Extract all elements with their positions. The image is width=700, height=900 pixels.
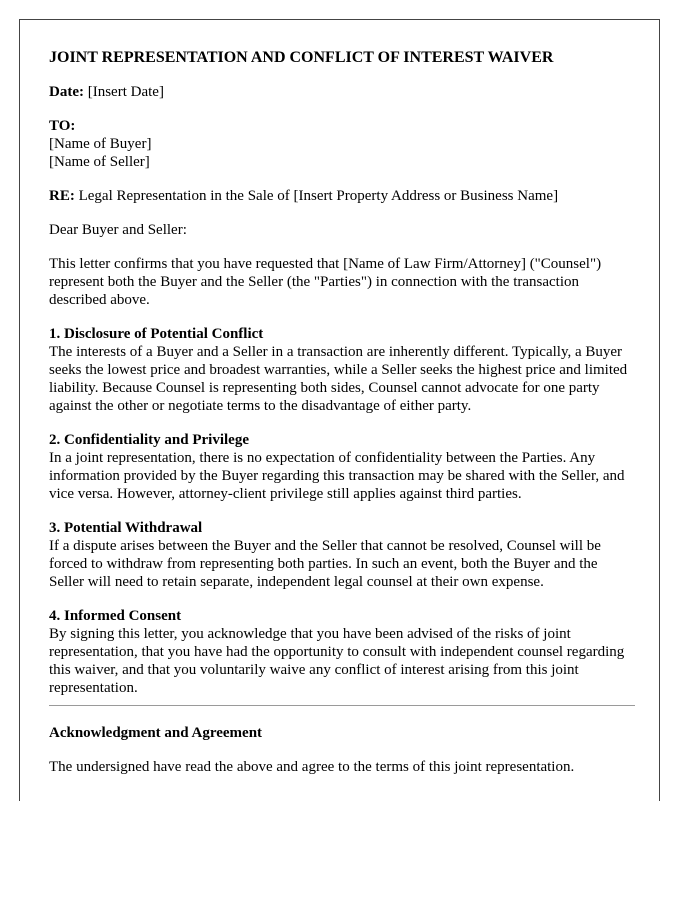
acknowledgment-heading xyxy=(49,724,635,742)
re-label: RE: xyxy=(49,188,75,204)
to-seller: [Name of Seller] xyxy=(49,154,150,170)
intro-paragraph: This letter confirms that you have requested that [Name of Law Firm/Attorney] ("Counsel") represent both the Buyer and the Seller (the "Parties") in connection with the transaction described above. xyxy=(49,256,602,308)
section-2 xyxy=(49,431,635,503)
document-page xyxy=(19,19,660,801)
section-heading: 1. Disclosure of Potential Conflict xyxy=(49,326,264,342)
re-line xyxy=(49,187,635,205)
section-body: If a dispute arises between the Buyer and the Seller that cannot be resolved, Counsel will be forced to withdraw from representing both parties. In such an event, both the Buyer and the Seller will need to retain separate, independent legal counsel at their own expense. xyxy=(49,538,601,590)
recipients-block xyxy=(49,117,635,171)
to-label: TO: xyxy=(49,118,76,134)
document-content xyxy=(49,49,635,792)
section-4 xyxy=(49,607,635,697)
section-heading: 4. Informed Consent xyxy=(49,608,182,624)
salutation: Dear Buyer and Seller: xyxy=(49,222,187,238)
date-label: Date: xyxy=(49,84,84,100)
section-divider xyxy=(49,705,635,706)
section-body: By signing this letter, you acknowledge that you have been advised of the risks of joint representation, that you have had the opportunity to consult with independent counsel regarding this waiver, and that you voluntarily waive any conflict of interest arising from this joint representation. xyxy=(49,626,625,696)
section-body: In a joint representation, there is no expectation of confidentiality between the Parties. Any information provided by the Buyer regarding this transaction may be shared with the Seller, and vice versa. However, attorney-client privilege still applies against third parties. xyxy=(49,450,625,502)
section-heading: 3. Potential Withdrawal xyxy=(49,520,203,536)
section-3 xyxy=(49,519,635,591)
acknowledgment-title: Acknowledgment and Agreement xyxy=(49,725,263,741)
section-body: The interests of a Buyer and a Seller in a transaction are inherently different. Typically, a Buyer seeks the lowest price and broadest warranties, while a Seller seeks the highest price and limited liability. Because Counsel is representing both sides, Counsel cannot advocate for one party against the other or negotiate terms to the disadvantage of either party. xyxy=(49,344,628,414)
document-title: JOINT REPRESENTATION AND CONFLICT OF INTEREST WAIVER xyxy=(49,49,554,66)
re-value: Legal Representation in the Sale of [Insert Property Address or Business Name] xyxy=(74,188,559,204)
section-1 xyxy=(49,325,635,415)
section-heading: 2. Confidentiality and Privilege xyxy=(49,432,249,448)
date-value: [Insert Date] xyxy=(83,84,164,100)
acknowledgment-body: The undersigned have read the above and agree to the terms of this joint representation. xyxy=(49,759,575,775)
date-line xyxy=(49,83,635,101)
to-buyer: [Name of Buyer] xyxy=(49,136,152,152)
